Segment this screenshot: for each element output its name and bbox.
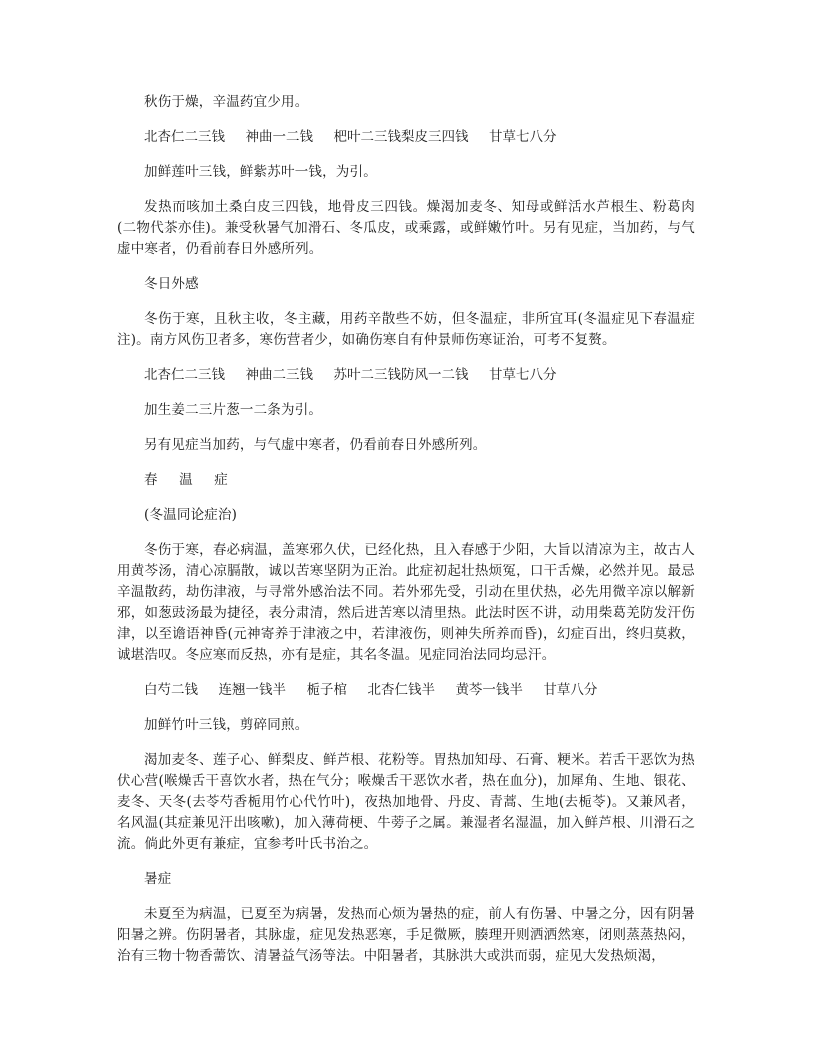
herb-item: 杷叶二三钱梨皮三四钱 xyxy=(333,129,469,145)
paragraph-subheading: (冬温同论症治) xyxy=(144,507,238,523)
paragraph-guide-herbs: 加鲜莲叶三钱，鲜紫苏叶一钱，为引。 xyxy=(144,164,377,180)
herb-item: 白芍二钱 xyxy=(144,682,198,698)
herb-item: 北杏仁二三钱 xyxy=(144,129,225,145)
herb-item: 神曲二三钱 xyxy=(245,367,313,383)
herb-item: 甘草七八分 xyxy=(488,367,557,383)
herb-item: 苏叶二三钱防风一二钱 xyxy=(333,367,469,383)
prescription-spring xyxy=(117,680,695,701)
section-heading-summer-heat: 暑症 xyxy=(144,871,172,887)
herb-item: 甘草八分 xyxy=(543,682,598,698)
prescription-autumn xyxy=(117,127,695,148)
section-heading-spring-warmth: 春温症 xyxy=(144,472,250,488)
paragraph-summer-heat: 未夏至为病温，已夏至为病暑，发热而心烦为暑热的症，前人有伤暑、中暑之分，因有阴暑阳暑之辨。伤阴暑者，其脉虚，症见发热恶寒，手足微厥，腠理开则洒洒然寒，闭则蒸蒸热闷，治有三物十物香薷饮、清暑益气汤等法。中阳暑者，其脉洪大或洪而弱，症见大发热烦渴， xyxy=(117,906,695,964)
herb-item: 甘草七八分 xyxy=(488,129,557,145)
prescription-winter xyxy=(117,365,695,386)
paragraph-ginger-guide: 加生姜二三片葱一二条为引。 xyxy=(144,402,323,418)
paragraph-autumn-dryness: 秋伤于燥，辛温药宜少用。 xyxy=(144,94,309,110)
section-heading-winter: 冬日外感 xyxy=(144,276,199,292)
herb-item: 北杏仁钱半 xyxy=(367,682,435,698)
paragraph-autumn-modifications: 发热而咳加土桑白皮三四钱，地骨皮三四钱。燥渴加麦冬、知母或鲜活水芦根生、粉葛肉(二物代茶亦佳)。兼受秋暑气加滑石、冬瓜皮，或乘露，或鲜嫩竹叶。另有见症，当加药，与气虚中寒者，仍看前春日外感所列。 xyxy=(117,199,695,257)
herb-item: 栀子棺 xyxy=(306,682,347,698)
paragraph-winter-cold: 冬伤于寒，且秋主收，冬主藏，用药辛散些不妨，但冬温症，非所宜耳(冬温症见下春温症注)。南方风伤卫者多，寒伤营者少，如确伤寒自有仲景师伤寒证治，可考不复赘。 xyxy=(117,311,695,348)
herb-item: 黄芩一钱半 xyxy=(455,682,523,698)
paragraph-spring-modifications: 渴加麦冬、莲子心、鲜梨皮、鲜芦根、花粉等。胃热加知母、石膏、粳米。若舌干恶饮为热伏心营(喉燥舌干喜饮水者，热在气分；喉燥舌干恶饮水者，热在血分)，加犀角、生地、银花、麦冬、天冬(去苓芍香栀用竹心代竹叶)，夜热加地骨、丹皮、青蒿、生地(去栀苓)。又兼风者，名风温(其症兼见汗出咳嗽)，加入薄荷梗、牛蒡子之属。兼湿者名湿温，加入鲜芦根、川滑石之流。倘此外更有兼症，宜参考叶氏书治之。 xyxy=(117,752,695,852)
paragraph-bamboo-leaf: 加鲜竹叶三钱，剪碎同煎。 xyxy=(144,717,309,733)
paragraph-winter-note: 另有见症当加药，与气虚中寒者，仍看前春日外感所列。 xyxy=(144,437,487,453)
herb-item: 连翘一钱半 xyxy=(218,682,286,698)
paragraph-spring-warmth: 冬伤于寒，春必病温，盖寒邪久伏，已经化热，且入春感于少阳，大旨以清凉为主，故古人用黄芩汤，清心凉膈散，诚以苦寒坚阴为正治。此症初起壮热烦冤，口干舌燥，必然并见。最忌辛温散药，劫伤津液，与寻常外感治法不同。若外邪先受，引动在里伏热，必先用微辛凉以解新邪，如葱豉汤最为捷径，表分肃清，然后进苦寒以清里热。此法时医不讲，动用柴葛羌防发汗伤津，以至谵语神昏(元神寄养于津液之中，若津液伤，则神失所养而昏)，幻症百出，终归莫救，诚堪浩叹。冬应寒而反热，亦有是症，其名冬温。见症同治法同均忌汗。 xyxy=(117,542,695,663)
document-page xyxy=(117,92,695,981)
herb-item: 北杏仁二三钱 xyxy=(144,367,225,383)
herb-item: 神曲一二钱 xyxy=(245,129,313,145)
